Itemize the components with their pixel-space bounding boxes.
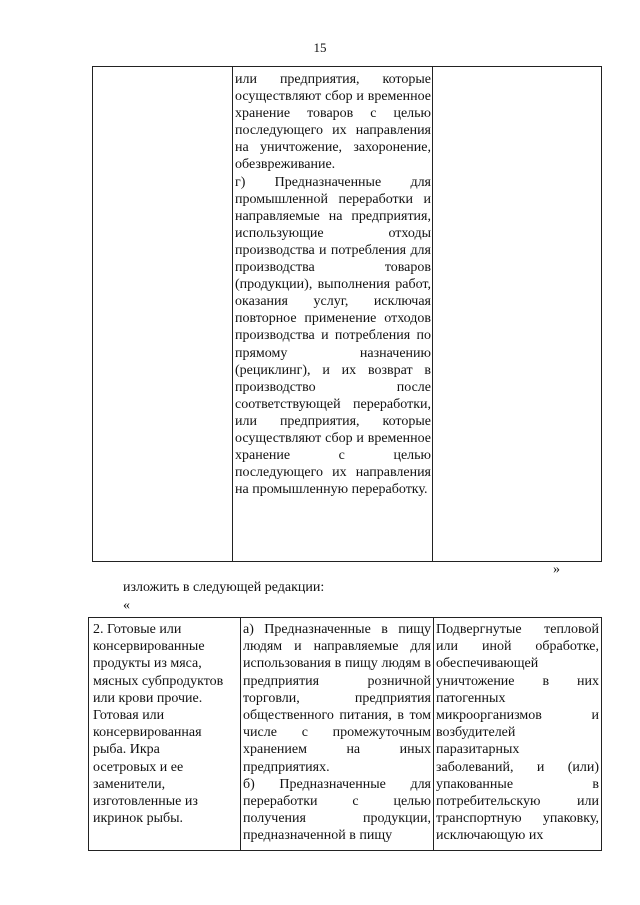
- column-divider: [432, 67, 433, 561]
- page-number: 15: [313, 40, 327, 55]
- intro-text: изложить в следующей редакции:: [123, 580, 325, 595]
- new-table: [88, 617, 602, 851]
- column-divider: [433, 618, 434, 850]
- closing-quote: »: [553, 562, 560, 577]
- previous-table-middle-cell: или предприятия, которые осуществляют сбор и временное хранение товаров с целью последующего их направления на уничтожение, захоронение, обезвреживание. г) Предназначенные для промышленной переработки и направляемые на предприятия, использующие отходы производства и потребления для производства товаров (продукции), выполнения работ, оказания услуг, исключая повторное применение отходов производства и потребления по прямому назначению (рециклинг), и их возврат в производство после соответствующей переработки, или предприятия, которые осуществляют сбор и временное хранение с целью последующего их направления на промышленную переработку.: [235, 72, 431, 498]
- condition-cell: Подвергнутые тепловой или иной обработке, обеспечивающей уничтожение в них патогенных микроорганизмов и возбудителей паразитарных заболеваний, и (или) упакованные в потребительскую или транспортную упаковку, исключающую их: [436, 622, 599, 844]
- purpose-cell: а) Предназначенные в пищу людям и направляемые для использования в пищу людям в предприятия розничной торговли, предприятия общественного питания, в том числе с промежуточным хранением на иных предприятиях. б) Предназначенные для переработки с целью получения продукции, предназначенной в пищу: [243, 622, 431, 844]
- column-divider: [240, 618, 241, 850]
- product-name-cell: 2. Готовые или консервированные продукты из мяса, мясных субпродуктов или крови прочие. Готовая или консервированная рыба. Икра осетровых и ее заменители, изготовленные из икринок рыбы.: [93, 622, 224, 827]
- column-divider: [232, 67, 233, 561]
- previous-table: [92, 66, 602, 562]
- opening-quote: «: [123, 598, 130, 613]
